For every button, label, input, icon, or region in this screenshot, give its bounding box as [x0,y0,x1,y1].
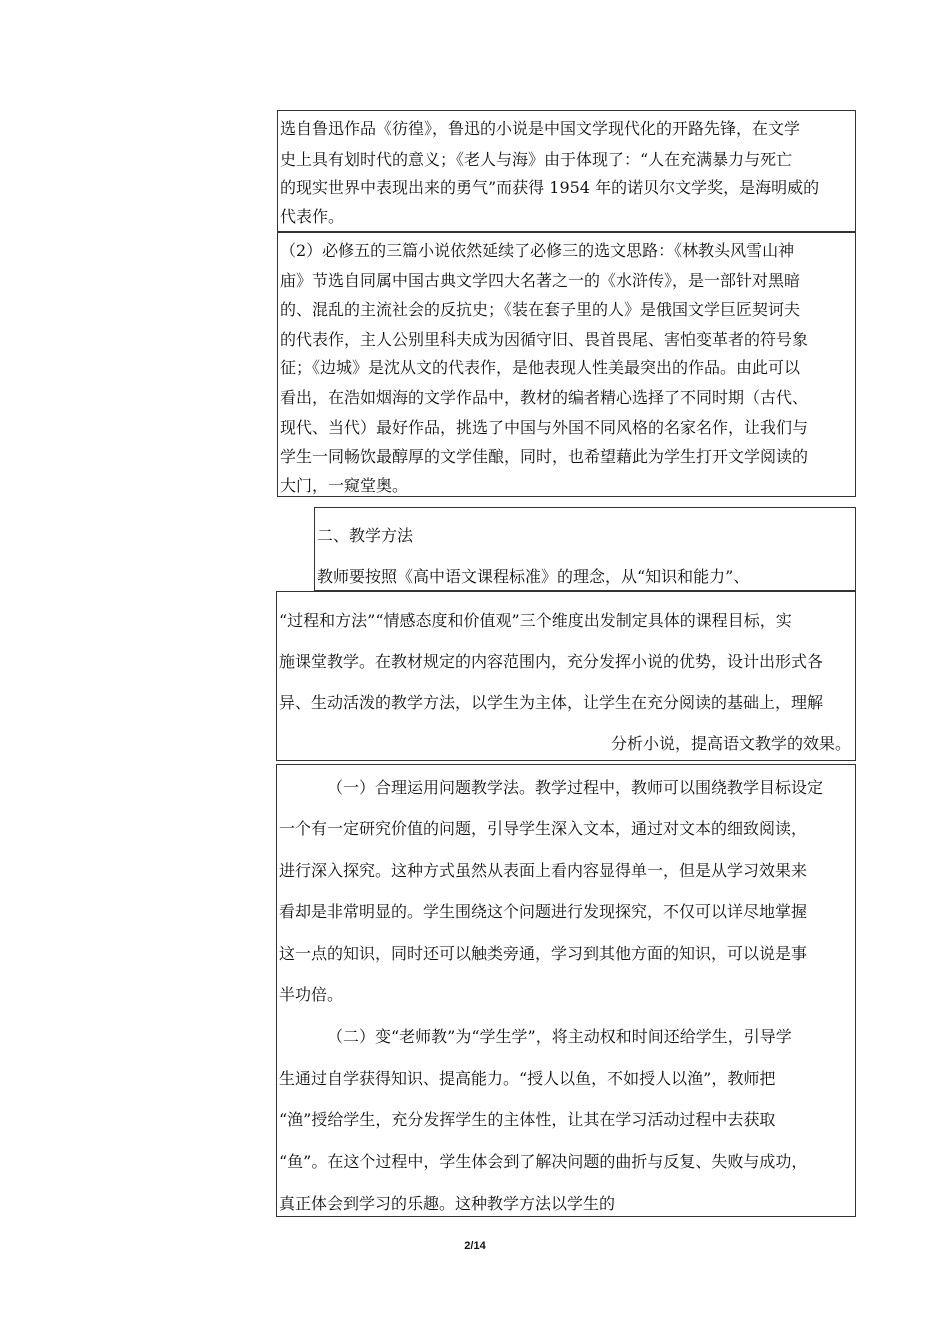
page-number: 2/14 [464,1240,486,1252]
block4-p1-line-3: 进行深入探究。这种方式虽然从表面上看内容显得单一，但是从学习效果来 [279,861,808,880]
block4-p1-line-4: 看却是非常明显的。学生围绕这个问题进行发现探究，不仅可以详尽地掌握 [279,902,808,921]
block1-line-1: 选自鲁迅作品《彷徨》，鲁迅的小说是中国文学现代化的开路先锋，在文学 [280,119,801,138]
block2-line-2: 庙》节选自同属中国古典文学四大名著之一的《水浒传》，是一部针对黑暗 [280,271,801,290]
block4-p1-line-6: 半功倍。 [279,985,344,1004]
block3-line-1: “过程和方法”“情感态度和价值观”三个维度出发制定具体的课程目标，实 [279,611,792,630]
section-intro: 教师要按照《高中语文课程标准》的理念，从“知识和能力”、 [317,567,750,586]
block2-line-4: 的代表作，主人公别里科夫成为因循守旧、畏首畏尾、害怕变革者的符号象 [280,330,809,349]
block4-p2-line-1: （二）变“老师教”为“学生学”，将主动权和时间还给学生，引导学 [327,1027,792,1046]
block2-line-9: 大门，一窥堂奥。 [280,476,409,495]
text-box-3 [276,591,856,761]
block4-p2-line-4: “鱼”。在这个过程中，学生体会到了解决问题的曲折与反复、失败与成功， [279,1152,808,1171]
text-box-1 [277,110,856,232]
text-box-2 [277,232,856,497]
block2-line-6: 看出，在浩如烟海的文学作品中，教材的编者精心选择了不同时期（古代、 [280,388,809,407]
block4-p1-line-1: （一）合理运用问题教学法。教学过程中，教师可以围绕教学目标设定 [327,778,824,797]
block4-p2-line-2: 生通过自学获得知识、提高能力。“授人以鱼，不如授人以渔”，教师把 [279,1069,776,1088]
block2-line-7: 现代、当代）最好作品，挑选了中国与外国不同风格的名家名作，让我们与 [280,418,809,437]
block1-line-4: 代表作。 [280,207,345,226]
block4-p2-line-3: “渔”授给学生，充分发挥学生的主体性，让其在学习活动过程中去获取 [279,1110,776,1129]
block3-line-2: 施课堂教学。在教材规定的内容范围内，充分发挥小说的优势，设计出形式各 [279,652,824,671]
block4-p1-line-5: 这一点的知识，同时还可以触类旁通，学习到其他方面的知识，可以说是事 [279,944,808,963]
section-heading: 二、教学方法 [317,526,414,545]
block1-line-3: 的现实世界中表现出来的勇气”而获得 1954 年的诺贝尔文学奖，是海明威的 [280,178,820,197]
block4-p1-line-2: 一个有一定研究价值的问题，引导学生深入文本，通过对文本的细致阅读， [279,819,808,838]
text-box-4 [276,764,856,1217]
block2-line-5: 征；《边城》是沈从文的代表作，是他表现人性美最突出的作品。由此可以 [280,358,801,377]
block1-line-2: 史上具有划时代的意义；《老人与海》由于体现了：“人在充满暴力与死亡 [280,150,793,169]
block2-line-8: 学生一同畅饮最醇厚的文学佳酿，同时，也希望藉此为学生打开文学阅读的 [280,447,809,466]
block2-line-3: 的、混乱的主流社会的反抗史；《装在套子里的人》是俄国文学巨匠契诃夫 [280,300,801,319]
section-heading-box [314,507,856,591]
block3-line-4: 分析小说，提高语文教学的效果。 [610,734,851,753]
block2-line-1: （2）必修五的三篇小说依然延续了必修三的选文思路：《林教头风雪山神 [280,241,795,260]
block3-line-3: 异、生动活泼的教学方法，以学生为主体，让学生在充分阅读的基础上，理解 [279,693,824,712]
block4-p2-line-5: 真正体会到学习的乐趣。这种教学方法以学生的 [279,1194,616,1213]
